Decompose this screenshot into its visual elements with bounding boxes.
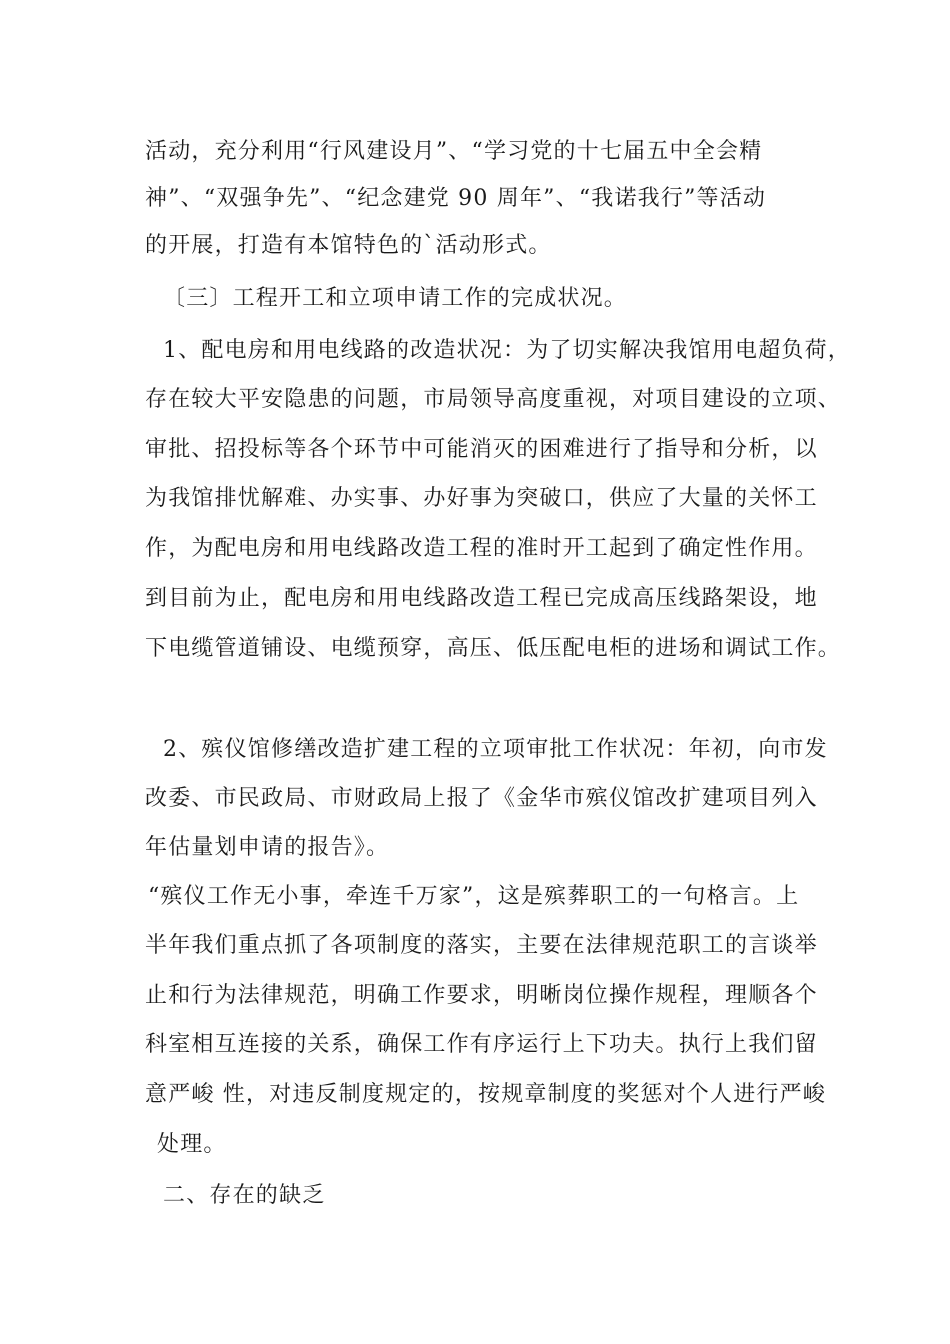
text-line: 1、配电房和用电线路的改造状况：为了切实解决我馆用电超负荷， [163,338,851,363]
section-heading: 〔三〕工程开工和立项申请工作的完成状况。 [163,286,628,311]
section-heading: 二、存在的缺乏 [163,1183,326,1208]
text-line: 神”、“双强争先”、“纪念建党 90 周年”、“我诺我行”等活动 [145,186,767,211]
text-line: 2、殡仪馆修缮改造扩建工程的立项审批工作状况：年初，向市发 [163,737,828,762]
text-line: 意严峻 性，对违反制度规定的，按规章制度的奖惩对个人进行严峻 [145,1082,826,1107]
text-line: 年估量划申请的报告》。 [145,835,390,860]
text-line: 科室相互连接的关系，确保工作有序运行上下功夫。执行上我们留 [145,1032,818,1057]
text-line: 的开展，打造有本馆特色的`活动形式。 [145,233,552,258]
text-line: 活动，充分利用“行风建设月”、“学习党的十七届五中全会精 [145,139,763,164]
text-line: 审批、招投标等各个环节中可能消灭的困难进行了指导和分析，以 [145,437,818,462]
text-line: 止和行为法律规范，明确工作要求，明晰岗位操作规程，理顺各个 [145,983,818,1008]
text-line: 存在较大平安隐患的问题，市局领导高度重视，对项目建设的立项、 [145,387,842,412]
text-line: 为我馆排忧解难、办实事、办好事为突破口，供应了大量的关怀工 [145,486,818,511]
text-line: “殡仪工作无小事，牵连千万家”，这是殡葬职工的一句格言。上 [148,884,800,909]
text-line: 处理。 [157,1132,227,1157]
text-line: 下电缆管道铺设、电缆预穿，高压、低压配电柜的进场和调试工作。 [145,636,842,661]
text-line: 到目前为止，配电房和用电线路改造工程已完成高压线路架设，地 [145,586,818,611]
text-line: 半年我们重点抓了各项制度的落实，主要在法律规范职工的言谈举 [145,933,818,958]
text-line: 作，为配电房和用电线路改造工程的准时开工起到了确定性作用。 [145,536,818,561]
text-line: 改委、市民政局、市财政局上报了《金华市殡仪馆改扩建项目列入 [145,786,818,811]
